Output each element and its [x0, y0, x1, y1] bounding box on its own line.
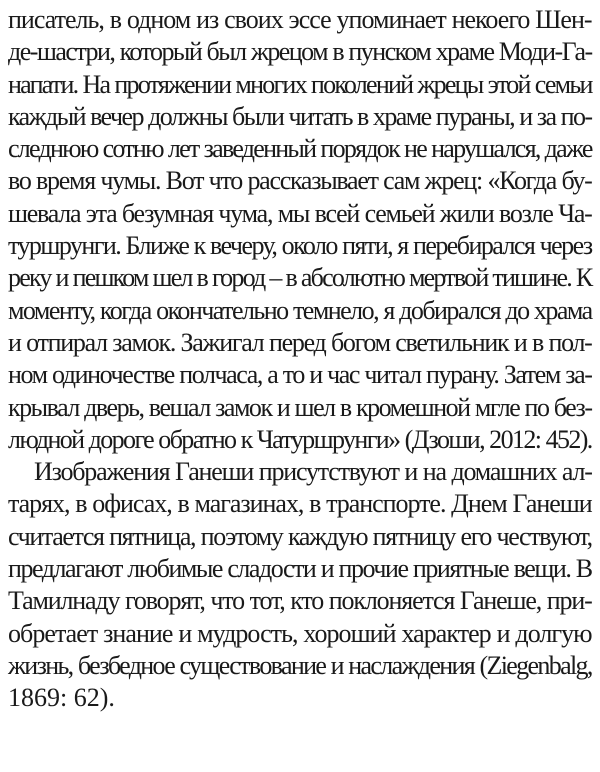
- text-line-content: считается пятница, поэтому каждую пятницу его чествуют,: [8, 521, 592, 551]
- text-line: [8, 392, 592, 424]
- text-line-content: ном одиночестве полчаса, а то и час читал пурану. Затем за-: [8, 360, 592, 390]
- text-line-content: во время чумы. Вот что рассказывает сам жрец: «Когда бу-: [8, 166, 592, 196]
- text-line: [8, 327, 592, 359]
- text-line-content: жизнь, безбедное существование и наслаждения (Ziegenbalg,: [8, 650, 592, 680]
- text-line: [8, 424, 592, 456]
- text-line: [8, 521, 592, 553]
- text-line: [8, 262, 592, 294]
- paragraph-2: [8, 456, 592, 714]
- text-line: [8, 359, 592, 391]
- text-line: [8, 618, 592, 650]
- text-line-content: напати. На протяжении многих поколений жрецы этой семьи: [8, 69, 592, 99]
- text-line: [8, 553, 592, 585]
- text-line-content: туршрунги. Ближе к вечеру, около пяти, я перебирался через: [8, 231, 592, 261]
- text-line-content: следнюю сотню лет заведенный порядок не нарушался, даже: [8, 134, 592, 164]
- text-line-content: Изображения Ганеши присутствуют и на домашних ал-: [34, 457, 592, 487]
- text-line: [8, 295, 592, 327]
- text-line: [8, 69, 592, 101]
- text-line-content: де-шастри, который был жрецом в пунском храме Моди-Га-: [8, 37, 592, 67]
- text-line-content: каждый вечер должны были читать в храме пураны, и за по-: [8, 101, 592, 131]
- text-line: [8, 4, 592, 36]
- text-line-content: и отпирал замок. Зажигал перед богом светильник и в пол-: [8, 327, 592, 357]
- document-page: [8, 4, 592, 715]
- text-line-content: людной дороге обратно к Чатуршрунги» (Дзоши, 2012: 452).: [8, 424, 592, 454]
- text-line: [8, 230, 592, 262]
- text-line: [8, 198, 592, 230]
- text-line-content: моменту, когда окончательно темнело, я добирался до храма: [8, 295, 592, 325]
- text-line-content: предлагают любимые сладости и прочие приятные вещи. В: [8, 554, 592, 584]
- text-line-content: обретает знание и мудрость, хороший характер и долгую: [8, 618, 592, 648]
- text-line-content: реку и пешком шел в город – в абсолютно мертвой тишине. К: [8, 263, 592, 293]
- text-line-content: 1869: 62).: [8, 683, 115, 713]
- text-line: [8, 101, 592, 133]
- text-line: [8, 585, 592, 617]
- text-line: [8, 488, 592, 520]
- text-line-content: писатель, в одном из своих эссе упоминает некоего Шен-: [8, 5, 592, 34]
- text-line-content: Тамилнаду говорят, что тот, кто поклоняется Ганеше, при-: [8, 586, 592, 616]
- text-line: [8, 36, 592, 68]
- text-line: [8, 165, 592, 197]
- text-line: [8, 650, 592, 682]
- text-line-content: тарях, в офисах, в магазинах, в транспорте. Днем Ганеши: [8, 489, 592, 519]
- text-line: [8, 456, 592, 488]
- paragraph-1: [8, 4, 592, 456]
- text-line-content: шевала эта безумная чума, мы всей семьей жили возле Ча-: [8, 198, 592, 228]
- text-line: [8, 133, 592, 165]
- text-line-content: крывал дверь, вешал замок и шел в кромешной мгле по без-: [8, 392, 592, 422]
- text-line: [8, 682, 592, 714]
